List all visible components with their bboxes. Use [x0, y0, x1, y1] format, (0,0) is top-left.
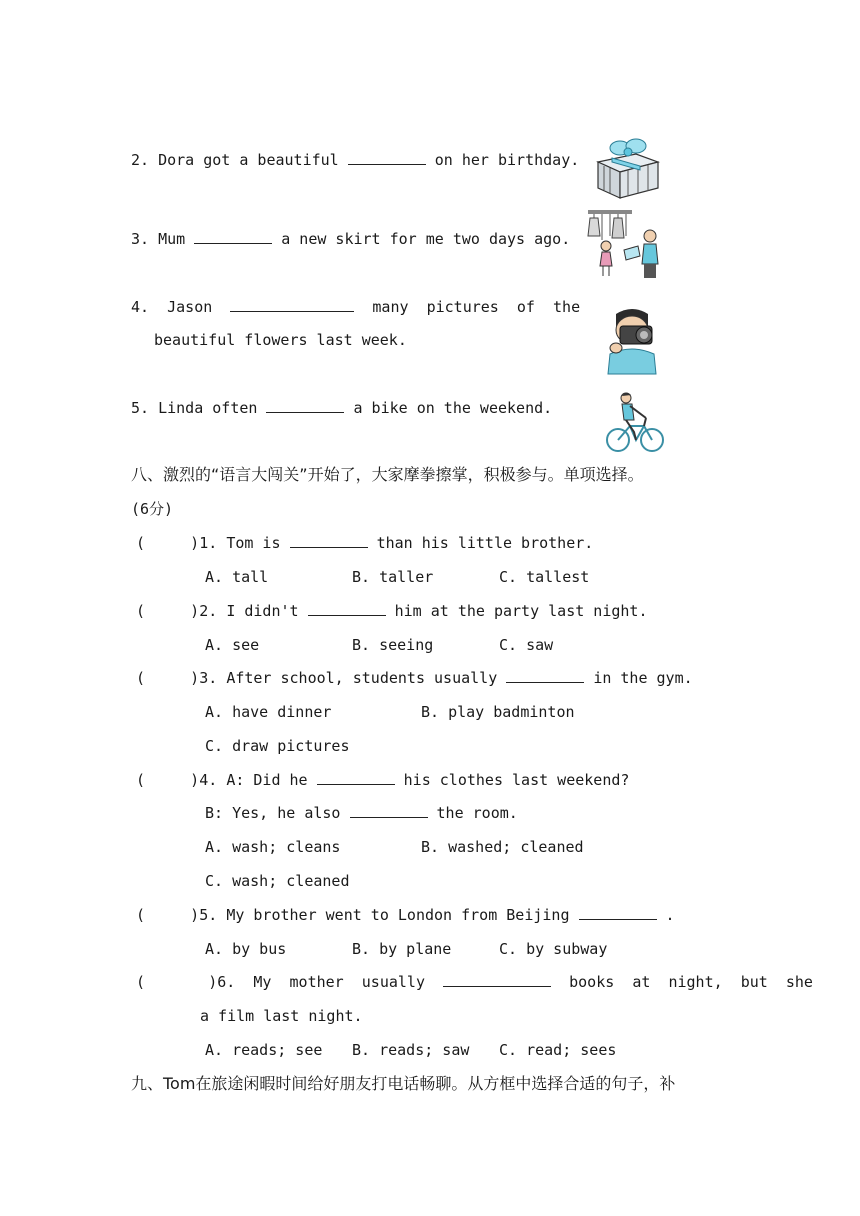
option-a[interactable]: A. tall [205, 568, 269, 586]
section-8-title: 八、激烈的“语言大闯关”开始了，大家摩拳擦掌，积极参与。单项选择。 [131, 465, 644, 484]
option-a[interactable]: A. reads; see [205, 1041, 323, 1059]
option-b[interactable]: B. play badminton [421, 703, 575, 721]
question-4-line2: beautiful flowers last week. [154, 331, 407, 349]
mc-question-6: ( )6. My mother usually books at night, but she [136, 973, 813, 991]
option-a[interactable]: A. have dinner [205, 703, 332, 721]
mc-question-1: ( )1. Tom is than his little brother. [136, 534, 594, 552]
answer-blank[interactable] [443, 972, 551, 987]
answer-paren[interactable]: ( ) [136, 906, 200, 924]
mc-question-3: ( )3. After school, students usually in the gym. [136, 669, 693, 687]
option-b[interactable]: B. seeing [352, 636, 434, 654]
gift-box-icon [592, 132, 666, 202]
option-c[interactable]: C. read; sees [499, 1041, 617, 1059]
option-c[interactable]: C. draw pictures [205, 737, 350, 755]
option-a[interactable]: A. wash; cleans [205, 838, 341, 856]
answer-paren[interactable]: ( ) [136, 534, 200, 552]
answer-blank[interactable] [308, 601, 386, 616]
answer-paren[interactable]: ( ) [136, 669, 200, 687]
girl-riding-bike-icon [604, 390, 666, 456]
question-5: 5. Linda often a bike on the weekend. [131, 399, 553, 417]
answer-blank[interactable] [290, 533, 368, 548]
option-c[interactable]: C. saw [499, 636, 554, 654]
option-b[interactable]: B. reads; saw [352, 1041, 470, 1059]
answer-paren[interactable]: ( ) [136, 771, 200, 789]
mc-question-5: ( )5. My brother went to London from Beijing . [136, 906, 675, 924]
option-c[interactable]: C. by subway [499, 940, 608, 958]
camera-photographer-icon [602, 304, 666, 376]
option-a[interactable]: A. see [205, 636, 260, 654]
section-9-title: 九、Tom在旅途闲暇时间给好朋友打电话畅聊。从方框中选择合适的句子，补 [131, 1074, 676, 1093]
section-8-score: (6分) [131, 500, 174, 518]
answer-blank[interactable] [348, 150, 426, 165]
mc-question-6-line2: a film last night. [200, 1007, 363, 1025]
option-b[interactable]: B. by plane [352, 940, 452, 958]
mc-question-4: ( )4. A: Did he his clothes last weekend? [136, 771, 630, 789]
option-b[interactable]: B. taller [352, 568, 434, 586]
shopping-skirt-icon [584, 206, 670, 280]
answer-blank[interactable] [579, 905, 657, 920]
option-a[interactable]: A. by bus [205, 940, 287, 958]
answer-blank[interactable] [506, 668, 584, 683]
option-c[interactable]: C. wash; cleaned [205, 872, 350, 890]
answer-paren[interactable]: ( ) [136, 602, 200, 620]
answer-blank[interactable] [317, 770, 395, 785]
answer-blank[interactable] [266, 398, 344, 413]
answer-blank[interactable] [194, 229, 272, 244]
answer-paren[interactable]: ( ) [136, 973, 218, 991]
option-b[interactable]: B. washed; cleaned [421, 838, 584, 856]
answer-blank[interactable] [350, 803, 428, 818]
mc-question-2: ( )2. I didn't him at the party last night. [136, 602, 648, 620]
mc-question-4-line2: B: Yes, he also the room. [205, 804, 518, 822]
answer-blank[interactable] [230, 297, 354, 312]
question-2: 2. Dora got a beautiful on her birthday. [131, 151, 580, 169]
question-4: 4. Jason many pictures of the [131, 298, 581, 316]
question-3: 3. Mum a new skirt for me two days ago. [131, 230, 571, 248]
option-c[interactable]: C. tallest [499, 568, 590, 586]
